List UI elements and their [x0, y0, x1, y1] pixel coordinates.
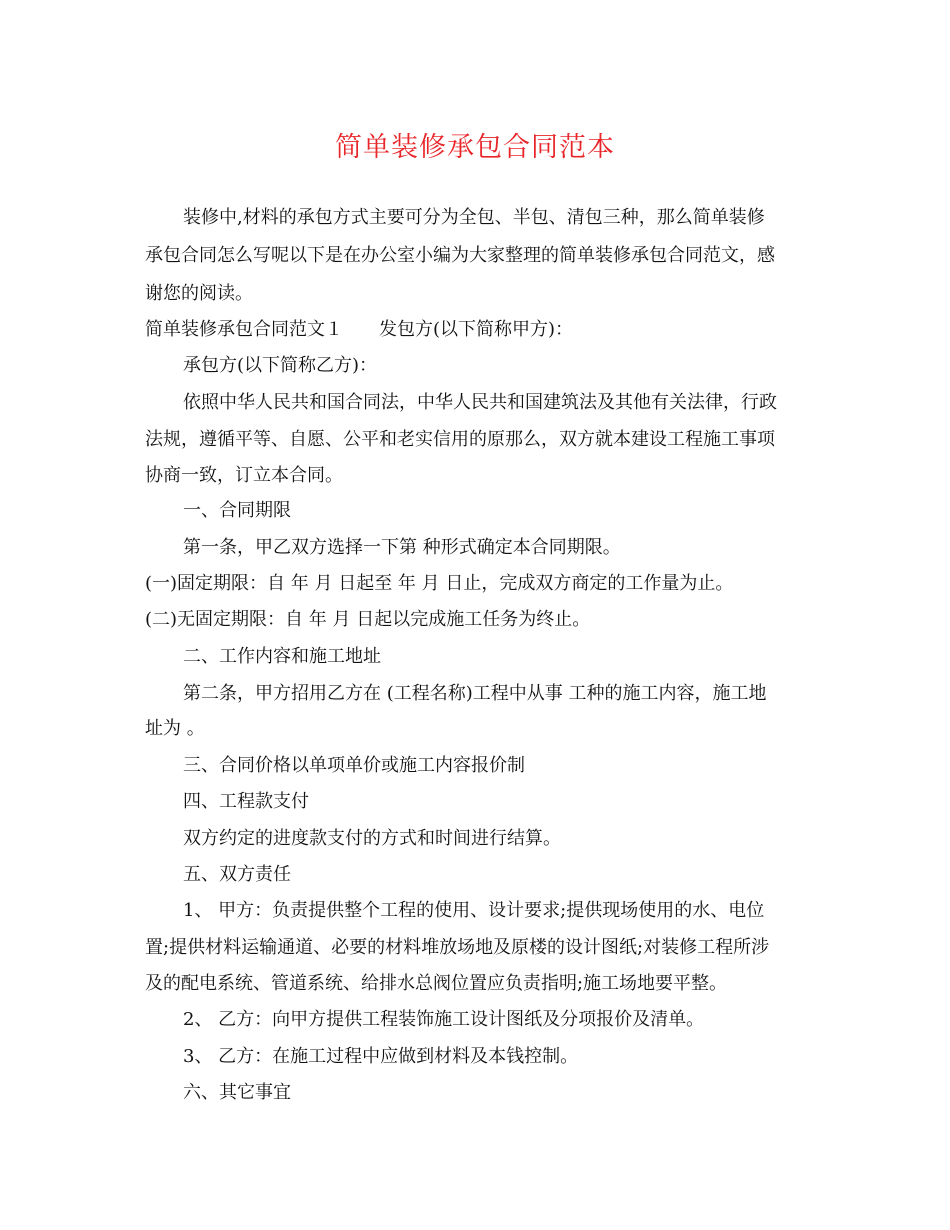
contract-sample-heading: 简单装修承包合同范文１	[145, 319, 343, 340]
body-line: 谢您的阅读。	[145, 283, 253, 304]
body-line: 第二条，甲方招用乙方在 (工程名称)工程中从事 工种的施工内容，施工地	[183, 683, 767, 704]
body-line: 装修中,材料的承包方式主要可分为全包、半包、清包三种，那么简单装修	[183, 207, 765, 228]
section-heading: 二、工作内容和施工地址	[183, 646, 381, 667]
body-line: 及的配电系统、管道系统、给排水总阀位置应负责指明;施工场地要平整。	[145, 973, 728, 994]
body-line: 协商一致，订立本合同。	[145, 465, 343, 486]
body-line: 置;提供材料运输通道、必要的材料堆放场地及原楼的设计图纸;对装修工程所涉	[145, 937, 770, 958]
body-line: (二)无固定期限：自 年 月 日起以完成施工任务为终止。	[145, 609, 591, 630]
section-line	[145, 316, 573, 344]
body-line: 1、 甲方：负责提供整个工程的使用、设计要求;提供现场使用的水、电位	[183, 900, 765, 921]
body-line: 双方约定的进度款支付的方式和时间进行结算。	[183, 828, 561, 849]
body-line: 依照中华人民共和国合同法，中华人民共和国建筑法及其他有关法律，行政	[183, 392, 777, 413]
document-title: 简单装修承包合同范本	[335, 132, 615, 163]
section-heading: 六、其它事宜	[183, 1082, 291, 1103]
section-heading: 三、合同价格以单项单价或施工内容报价制	[183, 755, 525, 776]
section-heading: 一、合同期限	[183, 500, 291, 521]
body-line: 2、 乙方：向甲方提供工程装饰施工设计图纸及分项报价及清单。	[183, 1009, 705, 1030]
body-line: 法规，遵循平等、自愿、公平和老实信用的原那么，双方就本建设工程施工事项	[145, 429, 775, 450]
body-line: 3、 乙方：在施工过程中应做到材料及本钱控制。	[183, 1046, 579, 1067]
body-line: (一)固定期限：自 年 月 日起至 年 月 日止，完成双方商定的工作量为止。	[145, 573, 734, 594]
section-heading: 四、工程款支付	[183, 791, 309, 812]
body-line: 承包合同怎么写呢以下是在办公室小编为大家整理的简单装修承包合同范文，感	[145, 245, 775, 266]
party-a-line: 发包方(以下简称甲方)：	[379, 319, 574, 340]
section-heading: 五、双方责任	[183, 864, 291, 885]
body-line: 址为 。	[145, 718, 205, 739]
body-line: 第一条，甲乙双方选择一下第 种形式确定本合同期限。	[183, 537, 621, 558]
party-b-line: 承包方(以下简称乙方)：	[183, 355, 378, 376]
